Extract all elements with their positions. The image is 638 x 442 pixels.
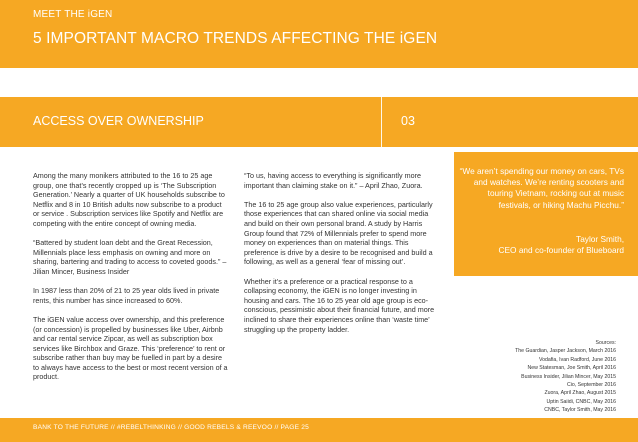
quote-role: CEO and co-founder of Blueboard: [498, 245, 624, 256]
source-item: CNBC, Taylor Smith, May 2016: [544, 407, 616, 414]
source-item: Cio, September 2016: [566, 382, 616, 389]
header-eyebrow: MEET THE iGEN: [33, 9, 113, 20]
footer-bar: [0, 418, 638, 442]
paragraph: In 1987 less than 20% of 21 to 25 year olds lived in private rents, this number has since increased to 60%.: [33, 286, 220, 305]
paragraph: “To us, having access to everything is significantly more important than claiming stake on it.” – April Zhao, Zuora.: [244, 171, 423, 190]
page-title: 5 IMPORTANT MACRO TRENDS AFFECTING THE iGEN: [33, 30, 438, 47]
paragraph: Whether it’s a preference or a practical response to a collapsing economy, the iGEN is no longer investing in housing and cars. The 16 to 25 year old age group is eco-conscious, pessimistic about their financial future, and more inclined to share their experiences online than ‘waste time’ struggling up the property ladder.: [244, 276, 435, 334]
paragraph: The 16 to 25 age group also value experiences, particularly those experiences that can shared online via social media and build on their own personal brand. A study by Harris Group found that 72% of Millennials prefer to spend more money on experiences than on material things. This preference is drive by a desire to be recognised and build a following, as well as a general ‘fear of missing out’.: [244, 199, 433, 267]
footer-text: BANK TO THE FUTURE // #REBELTHINKING // GOOD REBELS & REEVOO // PAGE 25: [33, 424, 309, 431]
source-item: New Statesman, Joe Smith, April 2016: [527, 365, 616, 372]
paragraph: The iGEN value access over ownership, and this preference (or concession) is propelled by businesses like Uber, Airbnb and car rental service Zipcar, as well as subscription box services like Birchbox and Graze. This ‘preference’ to rent or subscribe rather than buy may be fuelled in part by a desire to always have access to the best or most recent version of a product.: [33, 314, 228, 382]
section-title: ACCESS OVER OWNERSHIP: [33, 114, 204, 128]
paragraph: “Battered by student loan debt and the Great Recession, Millennials place less emphasis on owning and more on sharing, bartering and trading to access to coveted goods.” – Jilian Mincer, Business Insider: [33, 238, 227, 276]
source-item: Business Insider, Jilian Mincer, May 2015: [521, 373, 616, 380]
source-item: Zuora, April Zhao, August 2015: [544, 390, 616, 397]
body-column-1: [33, 171, 228, 392]
paragraph: Among the many monikers attributed to the 16 to 25 age group, one that’s recently cropped up is ‘The Subscription Generation.’ Nearly a quarter of UK households subscribe to Netflix and 8 in 10 British adults now subscribe to a product or service . Subscription services like Spotify and Netflix are competing with the entire concept of owning media.: [33, 171, 225, 228]
pull-quote: [454, 152, 638, 276]
header-banner: [0, 0, 638, 68]
sources-list: [454, 339, 616, 415]
sources-heading: Sources:: [595, 340, 616, 346]
source-item: Vodafia, Ivan Radford, June 2016: [538, 356, 616, 363]
body-column-2: [244, 171, 436, 344]
quote-text: “We aren’t spending our money on cars, TVs and watches. We’re renting scooters and touring Vietnam, rocking out at music festivals, or hiking Machu Picchu.”: [459, 166, 624, 210]
source-item: The Guardian, Jasper Jackson, March 2016: [515, 348, 616, 355]
section-band: [0, 97, 638, 147]
section-divider: [381, 97, 382, 147]
quote-attribution: [454, 234, 624, 256]
section-number: 03: [401, 114, 415, 128]
quote-author: Taylor Smith,: [576, 234, 624, 244]
source-item: Uptin Saiidi, CNBC, May 2016: [546, 398, 616, 405]
